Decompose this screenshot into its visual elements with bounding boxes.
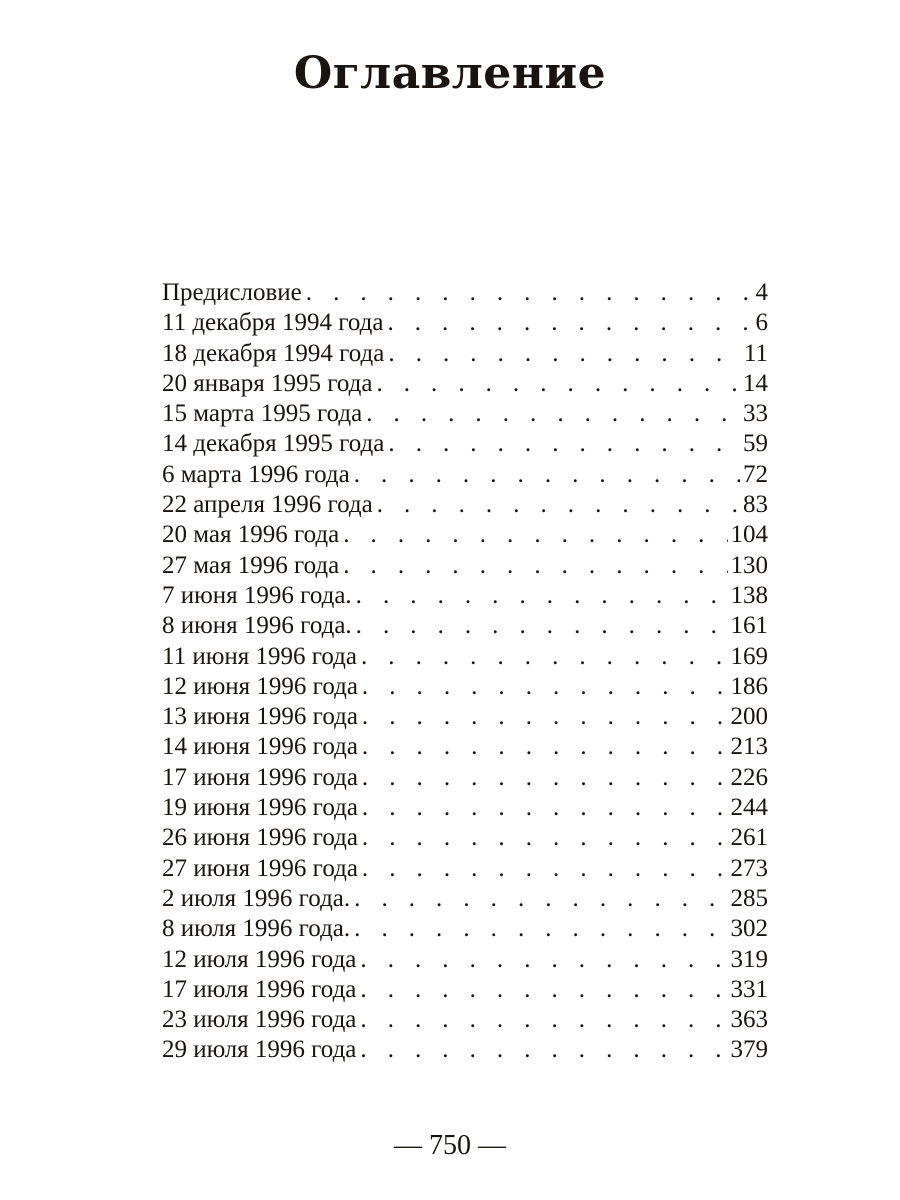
toc-entry[interactable] <box>162 975 768 1005</box>
toc-dot-leader <box>388 339 741 369</box>
toc-entry[interactable] <box>162 642 768 672</box>
toc-entry-title: 19 июня 1996 года <box>162 793 362 823</box>
toc-entry-title: 6 марта 1996 года <box>162 460 354 490</box>
toc-dot-leader <box>362 854 728 884</box>
toc-dot-leader <box>362 702 728 732</box>
table-of-contents <box>162 278 768 1066</box>
toc-dot-leader <box>377 490 740 520</box>
toc-entry-page-number: 4 <box>755 279 768 306</box>
toc-entry[interactable] <box>162 1005 768 1035</box>
toc-entry-title: 8 июля 1996 года. <box>162 914 354 944</box>
toc-dot-leader <box>362 732 728 762</box>
toc-entry[interactable] <box>162 793 768 823</box>
toc-entry[interactable] <box>162 611 768 641</box>
toc-dot-leader <box>362 793 728 823</box>
toc-entry[interactable] <box>162 490 768 520</box>
toc-entry-page-number: 6 <box>755 309 768 337</box>
toc-entry-page-number: 319 <box>730 945 768 973</box>
toc-entry-page-number: 72 <box>743 460 768 488</box>
toc-entry[interactable] <box>162 460 768 490</box>
toc-dot-leader <box>343 551 727 581</box>
toc-entry-page-number: 83 <box>743 491 768 519</box>
toc-entry-page-number: 186 <box>730 672 768 700</box>
toc-entry[interactable] <box>162 581 768 611</box>
toc-entry-title: 11 июня 1996 года <box>162 642 361 672</box>
toc-entry-title: 17 июля 1996 года <box>162 975 360 1005</box>
toc-dot-leader <box>356 611 728 641</box>
toc-entry[interactable] <box>162 339 768 369</box>
toc-entry-page-number: 138 <box>730 581 768 609</box>
toc-entry-title: 22 апреля 1996 года <box>162 490 377 520</box>
toc-entry-page-number: 244 <box>730 794 768 822</box>
toc-entry[interactable] <box>162 884 768 914</box>
toc-entry-page-number: 273 <box>730 854 768 882</box>
toc-entry-title: Предисловие <box>162 278 306 308</box>
toc-dot-leader <box>354 460 740 490</box>
toc-entry[interactable] <box>162 732 768 762</box>
toc-entry-title: 26 июня 1996 года <box>162 823 362 853</box>
toc-entry-title: 17 июня 1996 года <box>162 763 362 793</box>
toc-entry[interactable] <box>162 914 768 944</box>
toc-entry[interactable] <box>162 854 768 884</box>
toc-entry-title: 13 июня 1996 года <box>162 702 362 732</box>
toc-entry-page-number: 285 <box>730 884 768 912</box>
toc-entry-title: 12 июля 1996 года <box>162 945 360 975</box>
toc-dot-leader <box>360 945 727 975</box>
toc-dot-leader <box>360 975 727 1005</box>
toc-entry[interactable] <box>162 702 768 732</box>
toc-entry[interactable] <box>162 763 768 793</box>
toc-entry-title: 29 июля 1996 года <box>162 1035 360 1065</box>
toc-entry[interactable] <box>162 520 768 550</box>
toc-entry-title: 15 марта 1995 года <box>162 399 366 429</box>
toc-entry-title: 23 июля 1996 года <box>162 1005 360 1035</box>
toc-entry-title: 27 июня 1996 года <box>162 854 362 884</box>
toc-entry-title: 12 июня 1996 года <box>162 672 362 702</box>
toc-entry-page-number: 14 <box>743 369 768 397</box>
toc-entry-page-number: 33 <box>743 400 768 428</box>
toc-entry-page-number: 302 <box>730 915 768 943</box>
toc-entry[interactable] <box>162 308 768 338</box>
toc-dot-leader <box>362 823 728 853</box>
toc-entry-page-number: 331 <box>730 975 768 1003</box>
toc-entry-title: 8 июня 1996 года. <box>162 611 356 641</box>
page-title: Оглавление <box>293 48 607 99</box>
toc-entry-page-number: 363 <box>730 1006 768 1034</box>
toc-dot-leader <box>356 581 728 611</box>
toc-dot-leader <box>366 399 740 429</box>
toc-dot-leader <box>354 914 727 944</box>
toc-entry-title: 20 мая 1996 года <box>162 520 343 550</box>
toc-entry-page-number: 104 <box>730 521 768 549</box>
toc-dot-leader <box>362 672 728 702</box>
toc-entry-title: 7 июня 1996 года. <box>162 581 356 611</box>
toc-entry[interactable] <box>162 672 768 702</box>
toc-entry-title: 20 января 1995 года <box>162 369 376 399</box>
toc-entry-title: 27 мая 1996 года <box>162 551 343 581</box>
toc-entry-page-number: 200 <box>730 703 768 731</box>
toc-entry[interactable] <box>162 945 768 975</box>
toc-dot-leader <box>354 884 727 914</box>
toc-entry-page-number: 11 <box>743 339 768 367</box>
toc-entry-title: 2 июля 1996 года. <box>162 884 354 914</box>
toc-entry[interactable] <box>162 823 768 853</box>
toc-dot-leader <box>376 369 740 399</box>
toc-entry-page-number: 261 <box>730 824 768 852</box>
toc-dot-leader <box>388 429 740 459</box>
toc-entry-title: 14 декабря 1995 года <box>162 429 388 459</box>
toc-entry-page-number: 379 <box>730 1036 768 1064</box>
toc-entry[interactable] <box>162 429 768 459</box>
toc-entry-page-number: 130 <box>730 551 768 579</box>
toc-dot-leader <box>362 763 728 793</box>
toc-entry[interactable] <box>162 551 768 581</box>
toc-entry-title: 14 июня 1996 года <box>162 732 362 762</box>
page-number: — 750 — <box>394 1130 506 1161</box>
toc-entry-page-number: 213 <box>730 733 768 761</box>
toc-dot-leader <box>387 308 752 338</box>
toc-entry-page-number: 169 <box>730 642 768 670</box>
toc-entry[interactable] <box>162 399 768 429</box>
toc-dot-leader <box>361 642 728 672</box>
toc-dot-leader <box>360 1035 727 1065</box>
toc-entry[interactable] <box>162 1035 768 1065</box>
toc-dot-leader <box>360 1005 727 1035</box>
toc-entry-title: 18 декабря 1994 года <box>162 339 388 369</box>
toc-entry-page-number: 226 <box>730 763 768 791</box>
toc-entry-page-number: 161 <box>730 612 768 640</box>
toc-entry-title: 11 декабря 1994 года <box>162 308 387 338</box>
toc-dot-leader <box>306 278 753 308</box>
toc-entry[interactable] <box>162 278 768 308</box>
toc-entry[interactable] <box>162 369 768 399</box>
toc-entry-page-number: 59 <box>743 430 768 458</box>
toc-dot-leader <box>343 520 727 550</box>
